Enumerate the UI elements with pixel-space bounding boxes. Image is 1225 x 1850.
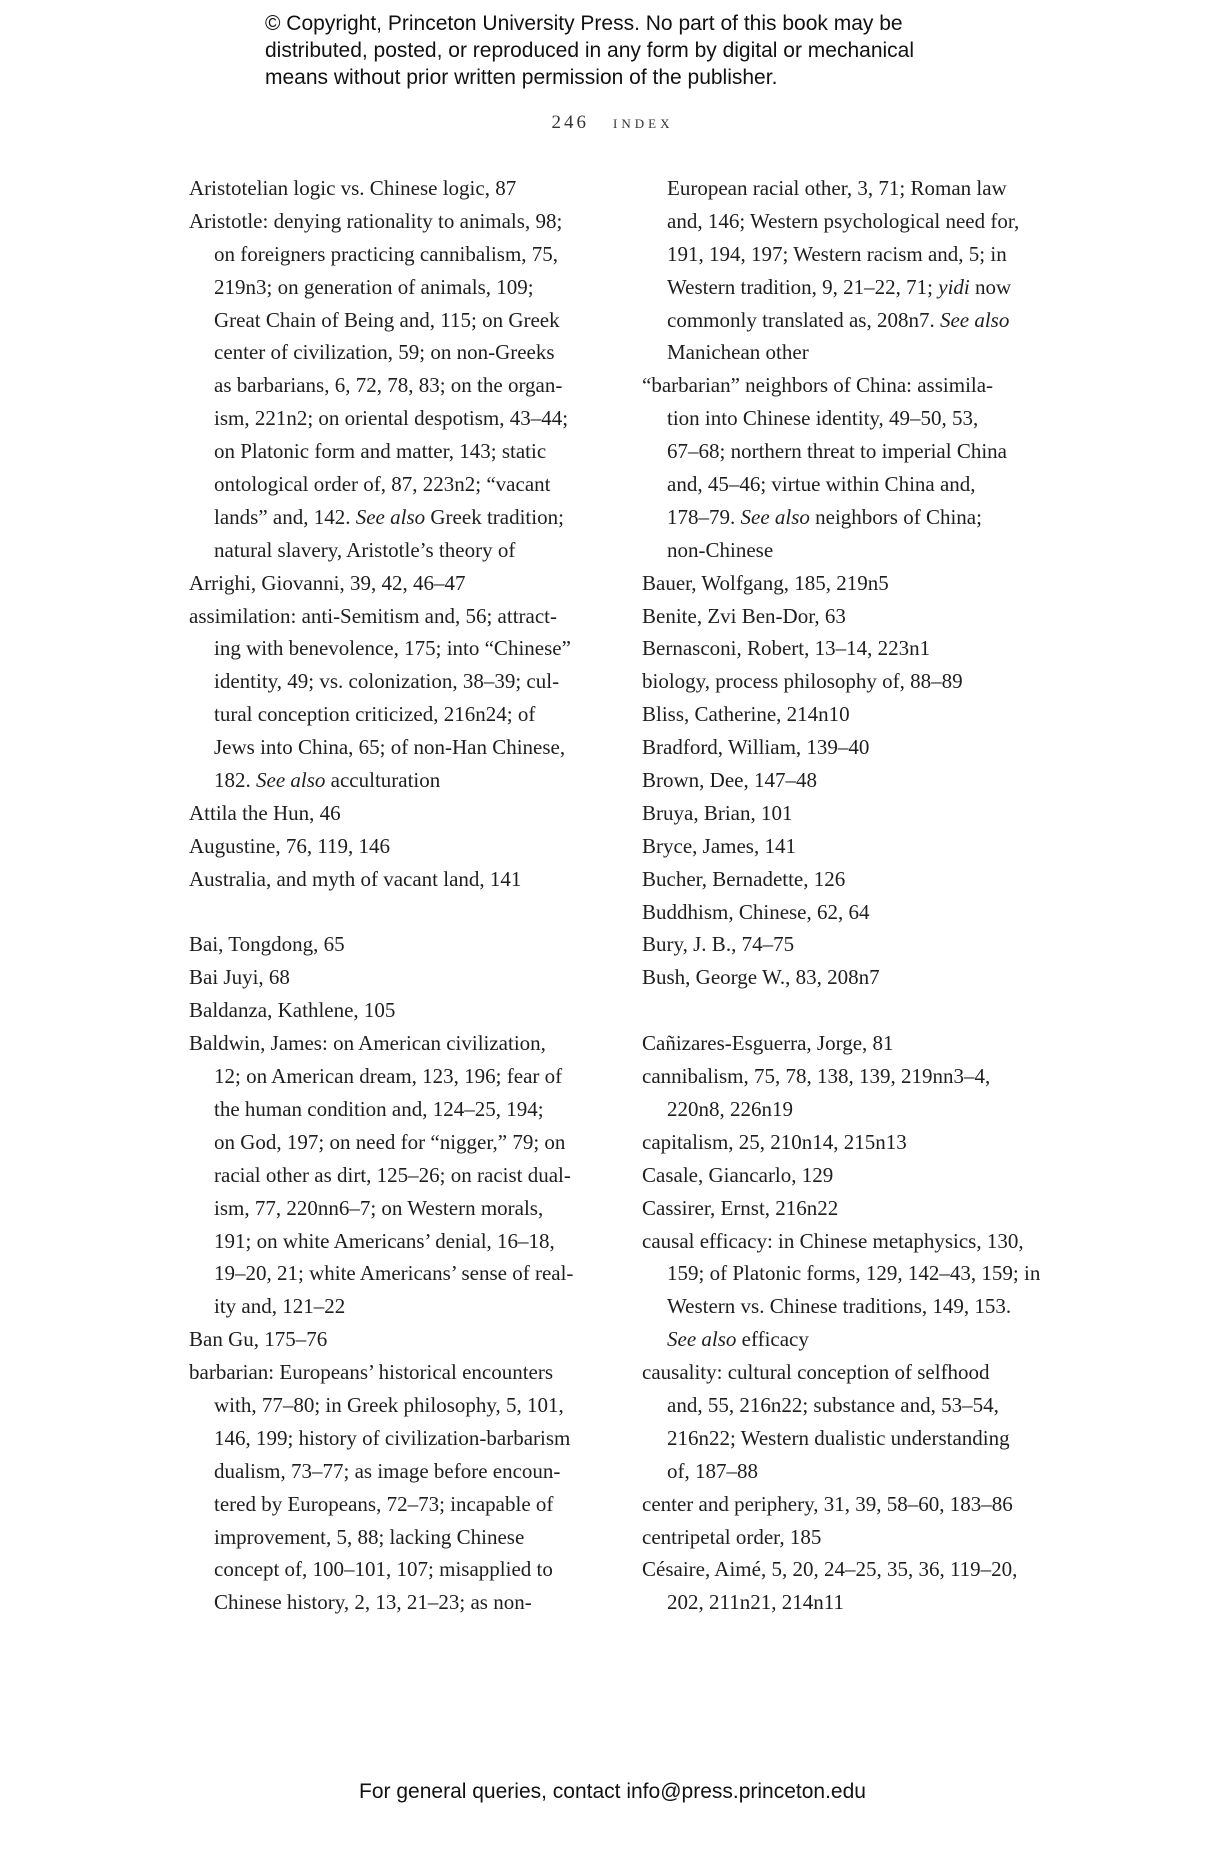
cross-reference-italic: See also [667, 1327, 737, 1352]
index-entry-line [189, 1093, 573, 1126]
entry-text: 12; on American dream, 123, 196; fear of [214, 1064, 563, 1089]
entry-text: Western tradition, 9, 21–22, 71; [667, 274, 939, 299]
entry-text: 67–68; northern threat to imperial China [667, 439, 1007, 464]
entry-text: Casale, Giancarlo, 129 [642, 1162, 834, 1187]
entry-text: with, 77–80; in Greek philosophy, 5, 101, [214, 1392, 564, 1417]
index-entry-line [189, 698, 573, 731]
index-entry-line [189, 1488, 573, 1521]
entry-text: on Platonic form and matter, 143; static [214, 439, 547, 464]
index-entry-line [642, 1225, 1040, 1258]
entry-text: Greek tradition; [425, 504, 564, 529]
index-entry-line [189, 534, 573, 567]
index-entry-line [642, 797, 1040, 830]
entry-text: causality: cultural conception of selfhood [642, 1360, 990, 1385]
entry-text: ontological order of, 87, 223n2; “vacant [214, 472, 551, 497]
entry-text: 182. [214, 768, 256, 793]
entry-text: 219n3; on generation of animals, 109; [214, 274, 534, 299]
index-entry-line [189, 238, 573, 271]
index-entry-line [189, 863, 573, 896]
entry-text: Arrighi, Giovanni, 39, 42, 46–47 [189, 570, 466, 595]
entry-text: ism, 221n2; on oriental despotism, 43–44; [214, 406, 569, 431]
index-entry-line [189, 665, 573, 698]
entry-text: 159; of Platonic forms, 129, 142–43, 159; in [667, 1261, 1041, 1286]
entry-text: Bernasconi, Robert, 13–14, 223n1 [642, 636, 931, 661]
index-entry-line [642, 238, 1040, 271]
index-entry-line [642, 764, 1040, 797]
index-entry-line [642, 928, 1040, 961]
entry-text: Bai, Tongdong, 65 [189, 932, 345, 957]
index-entry-line [189, 271, 573, 304]
entry-text: 19–20, 21; white Americans’ sense of real- [214, 1261, 574, 1286]
entry-text: and, 55, 216n22; substance and, 53–54, [667, 1392, 999, 1417]
entry-text: acculturation [325, 768, 441, 793]
entry-text: Baldwin, James: on American civilization, [189, 1031, 546, 1056]
entry-text: Bliss, Catherine, 214n10 [642, 702, 850, 727]
entry-text: “barbarian” neighbors of China: assimila- [642, 373, 994, 398]
index-entry-line [642, 1356, 1040, 1389]
section-title: index [613, 112, 674, 133]
index-entry-line [642, 863, 1040, 896]
entry-text: of, 187–88 [667, 1458, 758, 1483]
index-entry-line [189, 1060, 573, 1093]
index-entry-line [189, 1553, 573, 1586]
index-entry-line [642, 468, 1040, 501]
footer-contact: For general queries, contact info@press.princeton.edu [359, 1780, 866, 1803]
index-entry-line [642, 435, 1040, 468]
page-number: 246 [551, 112, 590, 133]
index-entry-line [642, 731, 1040, 764]
entry-text: and, 146; Western psychological need for, [667, 208, 1020, 233]
index-entry-line [642, 632, 1040, 665]
entry-text: the human condition and, 124–25, 194; [214, 1096, 544, 1121]
index-entry-line [642, 402, 1040, 435]
index-entry-line [189, 961, 573, 994]
entry-text: Cañizares-Esguerra, Jorge, 81 [642, 1031, 894, 1056]
entry-text: Bucher, Bernadette, 126 [642, 866, 846, 891]
entry-text: Great Chain of Being and, 115; on Greek [214, 307, 560, 332]
index-section-gap [642, 994, 1040, 1027]
index-entry-line [642, 896, 1040, 929]
entry-text: 146, 199; history of civilization-barbarism [214, 1425, 571, 1450]
cross-reference-italic: See also [740, 504, 810, 529]
entry-text: 191; on white Americans’ denial, 16–18, [214, 1228, 555, 1253]
index-entry-line [642, 1192, 1040, 1225]
entry-text: center of civilization, 59; on non-Greeks [214, 340, 555, 365]
index-entry-line [642, 1027, 1040, 1060]
index-entry-line [642, 1257, 1040, 1290]
index-entry-line [189, 1323, 573, 1356]
entry-text: Bush, George W., 83, 208n7 [642, 965, 880, 990]
entry-text: tural conception criticized, 216n24; of [214, 702, 536, 727]
entry-text: Jews into China, 65; of non-Han Chinese, [214, 735, 566, 760]
index-entry-line [189, 1192, 573, 1225]
entry-text: cannibalism, 75, 78, 138, 139, 219nn3–4, [642, 1064, 991, 1089]
entry-text: tered by Europeans, 72–73; incapable of [214, 1491, 554, 1516]
entry-text: assimilation: anti-Semitism and, 56; attract- [189, 603, 558, 628]
index-entry-line [189, 1225, 573, 1258]
entry-text: tion into Chinese identity, 49–50, 53, [667, 406, 979, 431]
entry-text: Bai Juyi, 68 [189, 965, 290, 990]
index-entry-line [642, 1093, 1040, 1126]
entry-text: Attila the Hun, 46 [189, 800, 341, 825]
entry-text: and, 45–46; virtue within China and, [667, 472, 976, 497]
index-entry-line [189, 797, 573, 830]
entry-text: Buddhism, Chinese, 62, 64 [642, 899, 870, 924]
index-entry-line [642, 1586, 1040, 1619]
entry-text: Australia, and myth of vacant land, 141 [189, 866, 522, 891]
entry-text: 216n22; Western dualistic understanding [667, 1425, 1010, 1450]
entry-text: Western vs. Chinese traditions, 149, 153. [667, 1294, 1012, 1319]
running-head [0, 112, 1225, 134]
entry-text: Bryce, James, 141 [642, 833, 796, 858]
index-entry-line [189, 600, 573, 633]
entry-text: Bury, J. B., 74–75 [642, 932, 795, 957]
index-entry-line [189, 1027, 573, 1060]
cross-reference-italic: See also [355, 504, 426, 529]
index-entry-line [189, 468, 573, 501]
entry-text: barbarian: Europeans’ historical encounters [189, 1360, 554, 1385]
entry-text: Cassirer, Ernst, 216n22 [642, 1195, 839, 1220]
index-entry-line [189, 336, 573, 369]
entry-text: Bruya, Brian, 101 [642, 800, 793, 825]
index-entry-line [189, 501, 573, 534]
index-entry-line [642, 1126, 1040, 1159]
index-entry-line [189, 928, 573, 961]
index-entry-line [189, 205, 573, 238]
entry-text: on foreigners practicing cannibalism, 75, [214, 241, 559, 266]
entry-text: racial other as dirt, 125–26; on racist dual- [214, 1162, 571, 1187]
copyright-line: distributed, posted, or reproduced in any form by digital or mechanical [265, 39, 915, 62]
entry-text: Benite, Zvi Ben-Dor, 63 [642, 603, 846, 628]
index-entry-line [189, 830, 573, 863]
index-entry-line [642, 1060, 1040, 1093]
entry-text: efficacy [736, 1327, 809, 1352]
index-entry-line [189, 1126, 573, 1159]
entry-text: neighbors of China; [809, 504, 982, 529]
index-entry-line [189, 1422, 573, 1455]
entry-text: lands” and, 142. [214, 504, 356, 529]
entry-text: now [969, 274, 1012, 299]
entry-text: Bauer, Wolfgang, 185, 219n5 [642, 570, 889, 595]
copyright-line: means without prior written permission of the publisher. [265, 66, 778, 89]
entry-text: Brown, Dee, 147–48 [642, 768, 817, 793]
cross-reference-italic: yidi [938, 274, 970, 299]
index-entry-line [642, 1422, 1040, 1455]
entry-text: commonly translated as, 208n7. [667, 307, 940, 332]
index-column-right [642, 172, 1040, 1619]
index-entry-line [642, 534, 1040, 567]
entry-text: European racial other, 3, 71; Roman law [667, 176, 1007, 200]
index-entry-line [189, 369, 573, 402]
entry-text: Manichean other [667, 340, 809, 365]
entry-text: Bradford, William, 139–40 [642, 735, 870, 760]
entry-text: 178–79. [667, 504, 741, 529]
cross-reference-italic: See also [256, 768, 326, 793]
entry-text: center and periphery, 31, 39, 58–60, 183–86 [642, 1491, 1013, 1516]
entry-text: 220n8, 226n19 [667, 1096, 793, 1121]
index-entry-line [189, 1389, 573, 1422]
entry-text: Baldanza, Kathlene, 105 [189, 998, 396, 1023]
index-entry-line [189, 567, 573, 600]
index-entry-line [189, 1356, 573, 1389]
entry-text: ing with benevolence, 175; into “Chinese” [214, 636, 571, 661]
index-entry-line [642, 698, 1040, 731]
index-entry-line [642, 271, 1040, 304]
index-entry-line [189, 172, 573, 205]
index-entry-line [642, 1159, 1040, 1192]
entry-text: on God, 197; on need for “nigger,” 79; on [214, 1129, 566, 1154]
entry-text: Augustine, 76, 119, 146 [189, 833, 391, 858]
entry-text: 191, 194, 197; Western racism and, 5; in [667, 241, 1007, 266]
index-entry-line [642, 1323, 1040, 1356]
index-entry-line [189, 632, 573, 665]
index-entry-line [189, 1290, 573, 1323]
index-entry-line [189, 402, 573, 435]
index-entry-line [642, 1521, 1040, 1554]
entry-text: dualism, 73–77; as image before encoun- [214, 1458, 561, 1483]
entry-text: Ban Gu, 175–76 [189, 1327, 328, 1352]
entry-text: capitalism, 25, 210n14, 215n13 [642, 1129, 907, 1154]
copyright-notice [265, 10, 914, 91]
index-entry-line [189, 435, 573, 468]
index-entry-line [642, 501, 1040, 534]
index-entry-line [189, 1455, 573, 1488]
entry-text: as barbarians, 6, 72, 78, 83; on the organ- [214, 373, 563, 398]
index-entry-line [642, 830, 1040, 863]
index-section-gap [189, 896, 573, 929]
index-entry-line [189, 1257, 573, 1290]
entry-text: ism, 77, 220nn6–7; on Western morals, [214, 1195, 544, 1220]
index-entry-line [642, 1389, 1040, 1422]
index-entry-line [642, 600, 1040, 633]
index-entry-line [642, 1455, 1040, 1488]
entry-text: 202, 211n21, 214n11 [667, 1590, 844, 1615]
index-entry-line [189, 1586, 573, 1619]
entry-text: ity and, 121–22 [214, 1294, 346, 1319]
index-entry-line [642, 369, 1040, 402]
entry-text: non-Chinese [667, 537, 774, 562]
index-entry-line [642, 1488, 1040, 1521]
index-entry-line [642, 665, 1040, 698]
entry-text: improvement, 5, 88; lacking Chinese [214, 1524, 525, 1549]
entry-text: identity, 49; vs. colonization, 38–39; cul- [214, 669, 560, 694]
index-entry-line [189, 731, 573, 764]
index-entry-line [189, 1159, 573, 1192]
index-entry-line [642, 961, 1040, 994]
entry-text: Aristotle: denying rationality to animals, 98; [189, 208, 563, 233]
index-entry-line [189, 764, 573, 797]
entry-text: Césaire, Aimé, 5, 20, 24–25, 35, 36, 119–20, [642, 1557, 1018, 1582]
index-entry-line [642, 304, 1040, 337]
copyright-line: © Copyright, Princeton University Press. No part of this book may be [265, 12, 903, 35]
entry-text: concept of, 100–101, 107; misapplied to [214, 1557, 553, 1582]
entry-text: natural slavery, Aristotle’s theory of [214, 537, 516, 562]
index-entry-line [642, 172, 1040, 205]
index-entry-line [642, 1553, 1040, 1586]
index-entry-line [642, 1290, 1040, 1323]
entry-text: causal efficacy: in Chinese metaphysics, 130, [642, 1228, 1024, 1253]
index-entry-line [642, 205, 1040, 238]
entry-text: Aristotelian logic vs. Chinese logic, 87 [189, 176, 517, 200]
index-column-left [189, 172, 573, 1619]
entry-text: Chinese history, 2, 13, 21–23; as non- [214, 1590, 532, 1615]
index-entry-line [189, 994, 573, 1027]
index-entry-line [189, 1521, 573, 1554]
cross-reference-italic: See also [939, 307, 1010, 332]
entry-text: biology, process philosophy of, 88–89 [642, 669, 963, 694]
index-entry-line [189, 304, 573, 337]
index-entry-line [642, 567, 1040, 600]
index-entry-line [642, 336, 1040, 369]
entry-text: centripetal order, 185 [642, 1524, 822, 1549]
